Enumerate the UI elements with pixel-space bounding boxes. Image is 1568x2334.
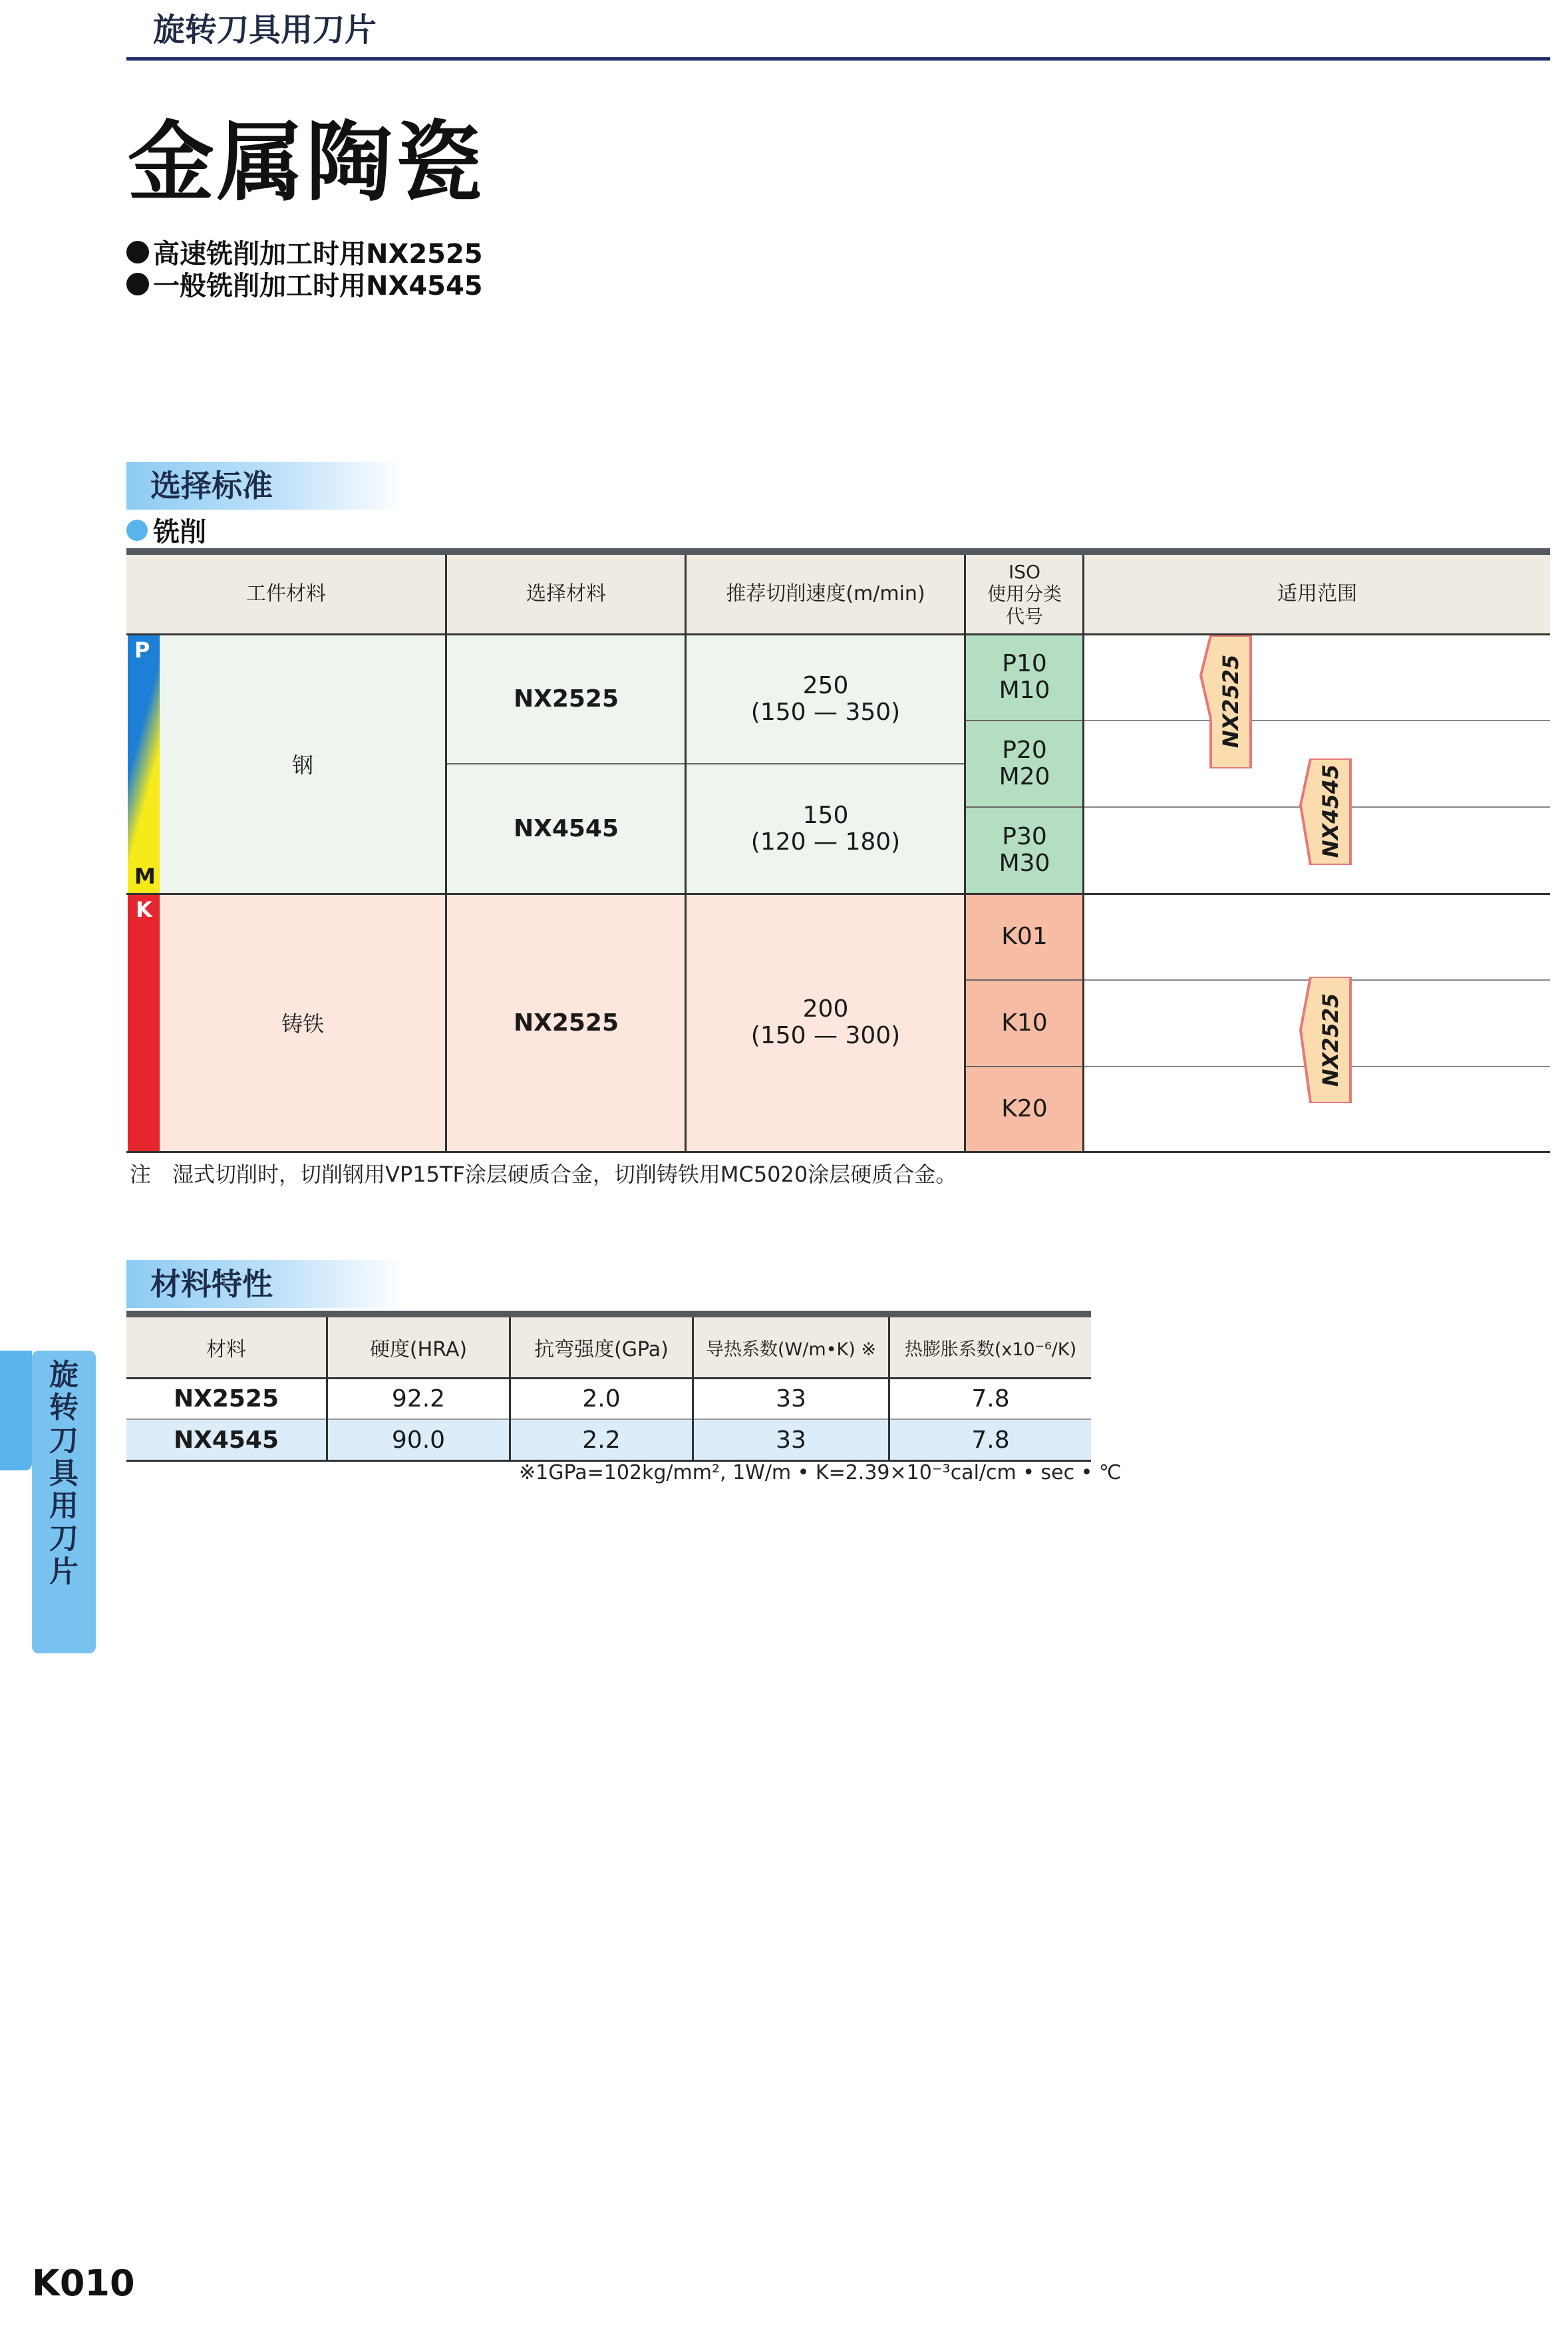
speed-steel-1 (687, 635, 965, 763)
table-vrule (326, 1317, 328, 1461)
table-rule (126, 1418, 1091, 1420)
range-label: NX2525 (1218, 654, 1243, 749)
table-rule (126, 1151, 1550, 1153)
table-top-bar (126, 548, 1550, 555)
table-vrule (888, 1317, 890, 1461)
grade-steel-1: NX2525 (447, 635, 685, 763)
col-header-workpiece: 工件材料 (126, 555, 446, 633)
bullet-text: 高速铣削加工时用NX2525 (153, 239, 483, 269)
speed-value: 150 (802, 801, 849, 829)
properties-footnote: ※1GPa=102kg/mm², 1W/m • K=2.39×10⁻³cal/cm • sec • ℃ (519, 1461, 1122, 1484)
table-rule (966, 1066, 1084, 1067)
speed-steel-2 (687, 764, 965, 893)
speed-iron (687, 894, 965, 1151)
iso-p10-m10: P10 M10 (966, 635, 1083, 720)
prop-cell: 2.0 (582, 1385, 621, 1413)
speed-value: 250 (802, 671, 849, 699)
table-vrule (964, 555, 966, 1153)
page-title: 金属陶瓷 (128, 112, 485, 213)
side-tab-char: 刀 (49, 1423, 78, 1458)
selection-heading: 选择标准 (126, 462, 406, 510)
prop-cell: 92.2 (391, 1385, 446, 1413)
group-letter-m: M (134, 864, 156, 889)
side-tab-char: 用 (49, 1489, 78, 1524)
bullet-dot-icon (126, 241, 149, 263)
prop-header-strength: 抗弯强度(GPa) (511, 1317, 692, 1377)
properties-heading: 材料特性 (126, 1260, 406, 1308)
speed-range: (150 — 350) (750, 698, 901, 726)
iso-p20-m20: P20 M20 (966, 721, 1083, 806)
col-header-speed: 推荐切削速度(m/min) (687, 555, 965, 633)
col-header-grade: 选择材料 (447, 555, 685, 633)
col-header-range: 适用范围 (1084, 555, 1550, 633)
workpiece-iron: 铸铁 (160, 894, 446, 1151)
milling-label (126, 511, 206, 549)
side-tab-char: 转 (49, 1391, 78, 1425)
header-rule (126, 57, 1550, 61)
bullet-text: 一般铣削加工时用NX4545 (153, 271, 483, 301)
table-vrule (1082, 555, 1084, 1153)
grade-steel-2: NX4545 (447, 764, 685, 893)
range-arrow-steel-1 (1197, 635, 1257, 768)
bullet-dot-icon (126, 273, 149, 295)
prop-header-hardness: 硬度(HRA) (328, 1317, 509, 1377)
workpiece-steel: 钢 (160, 635, 446, 893)
iso-k10: K10 (966, 981, 1083, 1066)
side-tab-char: 具 (49, 1456, 78, 1490)
prop-header-expansion: 热膨胀系数(x10⁻⁶/K) (890, 1317, 1091, 1377)
table-rule (447, 763, 965, 764)
milling-text: 铣削 (153, 517, 206, 548)
page-number: K010 (32, 2262, 135, 2304)
range-arrow-iron (1297, 977, 1357, 1103)
speed-range: (120 — 180) (750, 828, 901, 856)
circle-bullet-icon (126, 520, 148, 541)
side-tab-char: 刀 (49, 1522, 78, 1556)
range-label: NX2525 (1318, 993, 1343, 1087)
group-band-k (128, 894, 160, 1151)
iso-k20: K20 (966, 1067, 1083, 1151)
prop-cell: 7.8 (971, 1385, 1010, 1413)
iso-p30-m30: P30 M30 (966, 808, 1083, 893)
side-tab-char: 旋 (49, 1358, 78, 1392)
table-rule (966, 979, 1084, 981)
prop-header-conductivity: 导热系数(W/m•K) ※ (694, 1317, 888, 1377)
range-divider (1084, 720, 1550, 721)
prop-cell: 90.0 (391, 1426, 446, 1454)
prop-cell: 2.2 (582, 1426, 621, 1454)
prop-cell: 33 (776, 1426, 806, 1454)
col-header-iso: ISO 使用分类 代号 (966, 555, 1083, 633)
prop-cell: NX2525 (173, 1385, 279, 1413)
side-tab-accent (0, 1351, 32, 1470)
table-rule (966, 806, 1084, 808)
table-rule (126, 1377, 1091, 1379)
grade-iron: NX2525 (447, 894, 685, 1151)
table-top-bar (126, 1311, 1091, 1317)
speed-range: (150 — 300) (750, 1022, 901, 1049)
section-header: 旋转刀具用刀片 (153, 11, 377, 49)
table-rule (126, 633, 1550, 635)
table-rule (126, 893, 1550, 895)
table-rule (966, 720, 1084, 721)
table-vrule (692, 1317, 694, 1461)
iso-k01: K01 (966, 894, 1083, 979)
group-letter-p: P (134, 637, 150, 663)
range-arrow-steel-2 (1297, 758, 1357, 865)
table-note: 注 湿式切削时，切削钢用VP15TF涂层硬质合金，切削铸铁用MC5020涂层硬质合金。 (130, 1162, 957, 1187)
bullet-item (126, 265, 483, 303)
prop-cell: 7.8 (971, 1426, 1010, 1454)
group-band-pm (128, 635, 160, 893)
table-vrule (685, 555, 687, 1153)
range-label: NX4545 (1318, 764, 1343, 858)
group-letter-k: K (136, 897, 152, 922)
side-tab[interactable] (32, 1351, 96, 1653)
prop-header-material: 材料 (126, 1317, 326, 1377)
prop-cell: 33 (776, 1385, 806, 1413)
table-vrule (445, 555, 447, 1153)
side-tab-char: 片 (49, 1554, 78, 1589)
table-vrule (509, 1317, 511, 1461)
prop-cell: NX4545 (173, 1426, 279, 1454)
speed-value: 200 (802, 995, 849, 1023)
